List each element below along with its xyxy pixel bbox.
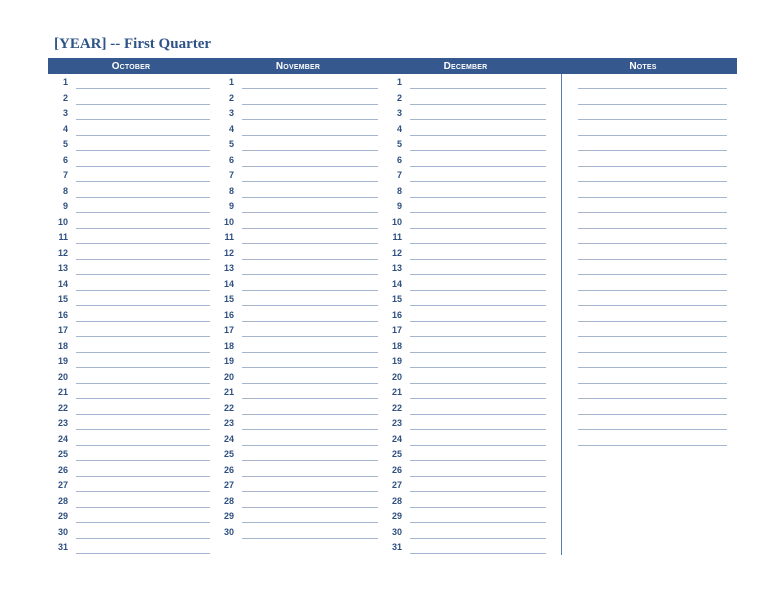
day-number: 6 bbox=[62, 154, 68, 165]
day-number: 3 bbox=[62, 108, 68, 118]
day-entry-line[interactable] bbox=[76, 507, 210, 508]
day-entry-line[interactable] bbox=[76, 414, 210, 415]
day-entry-line[interactable] bbox=[410, 398, 546, 399]
day-entry-line[interactable] bbox=[242, 414, 378, 415]
day-number: 21 bbox=[391, 387, 402, 397]
day-entry-line[interactable] bbox=[242, 429, 378, 430]
day-entry-line[interactable] bbox=[242, 104, 378, 105]
day-entry-line[interactable] bbox=[410, 166, 546, 167]
day-entry-line[interactable] bbox=[242, 88, 378, 89]
notes-entry-line[interactable] bbox=[578, 445, 727, 446]
day-number: 28 bbox=[391, 495, 402, 506]
day-number: 16 bbox=[223, 309, 234, 320]
day-entry-line[interactable] bbox=[76, 197, 210, 198]
day-number: 28 bbox=[57, 495, 68, 506]
day-entry-line[interactable] bbox=[242, 507, 378, 508]
day-entry-line[interactable] bbox=[410, 290, 546, 291]
day-entry-line[interactable] bbox=[76, 476, 210, 477]
day-number: 23 bbox=[223, 418, 234, 428]
day-entry-line[interactable] bbox=[76, 383, 210, 384]
day-entry-line[interactable] bbox=[410, 383, 546, 384]
day-entry-line[interactable] bbox=[410, 104, 546, 105]
day-number: 7 bbox=[62, 170, 68, 180]
column-header-december: December bbox=[443, 61, 488, 72]
day-entry-line[interactable] bbox=[76, 429, 210, 430]
day-number: 16 bbox=[57, 309, 68, 320]
day-number: 11 bbox=[58, 232, 68, 242]
day-number: 5 bbox=[396, 139, 402, 149]
day-entry-line[interactable] bbox=[242, 166, 378, 167]
notes-row bbox=[578, 400, 727, 416]
day-number: 19 bbox=[57, 356, 68, 366]
day-number: 15 bbox=[223, 294, 234, 304]
day-entry-line[interactable] bbox=[410, 212, 546, 213]
column-header-november: November bbox=[275, 61, 321, 72]
day-entry-line[interactable] bbox=[76, 290, 210, 291]
notes-row bbox=[578, 90, 727, 106]
notes-row bbox=[578, 198, 727, 214]
day-entry-line[interactable] bbox=[76, 228, 210, 229]
day-number: 27 bbox=[57, 480, 68, 490]
day-entry-line[interactable] bbox=[242, 445, 378, 446]
day-entry-line[interactable] bbox=[242, 336, 378, 337]
day-number: 4 bbox=[396, 123, 402, 134]
day-entry-line[interactable] bbox=[410, 305, 546, 306]
day-number: 21 bbox=[57, 387, 68, 397]
day-entry-line[interactable] bbox=[410, 150, 546, 151]
day-entry-line[interactable] bbox=[410, 119, 546, 120]
day-number: 8 bbox=[62, 185, 68, 196]
day-entry-line[interactable] bbox=[410, 197, 546, 198]
day-number: 24 bbox=[391, 433, 402, 444]
notes-row bbox=[578, 291, 727, 307]
day-entry-line[interactable] bbox=[242, 290, 378, 291]
day-number: 28 bbox=[223, 495, 234, 506]
day-entry-line[interactable] bbox=[76, 150, 210, 151]
day-number: 9 bbox=[228, 201, 234, 211]
day-entry-line[interactable] bbox=[410, 445, 546, 446]
notes-row bbox=[578, 121, 727, 137]
day-number: 24 bbox=[223, 433, 234, 444]
day-number: 11 bbox=[392, 232, 402, 242]
day-number: 12 bbox=[391, 247, 402, 258]
day-number: 18 bbox=[223, 340, 234, 351]
day-number: 13 bbox=[223, 263, 234, 273]
day-entry-line[interactable] bbox=[242, 491, 378, 492]
day-entry-line[interactable] bbox=[76, 305, 210, 306]
day-entry-line[interactable] bbox=[410, 274, 546, 275]
day-entry-line[interactable] bbox=[76, 181, 210, 182]
day-number: 27 bbox=[223, 480, 234, 490]
day-number: 14 bbox=[223, 278, 234, 289]
day-entry-line[interactable] bbox=[242, 305, 378, 306]
day-entry-line[interactable] bbox=[242, 243, 378, 244]
day-number: 12 bbox=[57, 247, 68, 258]
day-number: 10 bbox=[391, 216, 402, 227]
day-entry-line[interactable] bbox=[76, 135, 210, 136]
day-number: 15 bbox=[57, 294, 68, 304]
day-number: 25 bbox=[57, 449, 68, 459]
day-number: 8 bbox=[396, 185, 402, 196]
column-header-bar bbox=[48, 58, 737, 74]
day-entry-line[interactable] bbox=[242, 259, 378, 260]
notes-row bbox=[578, 229, 727, 245]
day-number: 3 bbox=[228, 108, 234, 118]
day-number: 2 bbox=[62, 92, 68, 103]
day-number: 19 bbox=[391, 356, 402, 366]
day-number: 24 bbox=[57, 433, 68, 444]
day-number: 4 bbox=[228, 123, 234, 134]
day-entry-line[interactable] bbox=[242, 398, 378, 399]
notes-row bbox=[578, 245, 727, 261]
day-number: 17 bbox=[223, 325, 234, 335]
notes-row bbox=[578, 431, 727, 447]
day-entry-line[interactable] bbox=[410, 476, 546, 477]
notes-row bbox=[578, 214, 727, 230]
notes-row bbox=[578, 260, 727, 276]
day-number: 18 bbox=[57, 340, 68, 351]
day-number: 26 bbox=[223, 464, 234, 475]
day-number: 6 bbox=[228, 154, 234, 165]
day-entry-line[interactable] bbox=[410, 414, 546, 415]
day-number: 5 bbox=[62, 139, 68, 149]
day-entry-line[interactable] bbox=[410, 538, 546, 539]
notes-row bbox=[578, 307, 727, 323]
day-number: 29 bbox=[57, 511, 68, 521]
day-entry-line[interactable] bbox=[242, 150, 378, 151]
day-entry-line[interactable] bbox=[242, 476, 378, 477]
day-entry-line[interactable] bbox=[410, 429, 546, 430]
notes-row bbox=[578, 415, 727, 431]
day-number: 1 bbox=[228, 77, 234, 87]
notes-row bbox=[578, 353, 727, 369]
notes-row bbox=[578, 167, 727, 183]
day-number: 26 bbox=[391, 464, 402, 475]
notes-divider bbox=[561, 74, 562, 555]
day-entry-line[interactable] bbox=[410, 243, 546, 244]
day-entry-line[interactable] bbox=[242, 212, 378, 213]
day-number: 31 bbox=[391, 542, 402, 552]
day-number: 22 bbox=[391, 402, 402, 413]
day-number: 30 bbox=[223, 526, 234, 537]
day-number: 13 bbox=[391, 263, 402, 273]
day-entry-line[interactable] bbox=[76, 119, 210, 120]
day-entry-line[interactable] bbox=[76, 460, 210, 461]
day-number: 3 bbox=[396, 108, 402, 118]
day-entry-line[interactable] bbox=[76, 274, 210, 275]
day-entry-line[interactable] bbox=[76, 522, 210, 523]
day-number: 22 bbox=[223, 402, 234, 413]
day-entry-line[interactable] bbox=[76, 88, 210, 89]
notes-row bbox=[578, 322, 727, 338]
day-entry-line[interactable] bbox=[76, 445, 210, 446]
day-number: 29 bbox=[223, 511, 234, 521]
day-number: 19 bbox=[223, 356, 234, 366]
day-number: 2 bbox=[228, 92, 234, 103]
day-number: 23 bbox=[391, 418, 402, 428]
day-number: 26 bbox=[57, 464, 68, 475]
day-entry-line[interactable] bbox=[410, 352, 546, 353]
notes-row bbox=[578, 276, 727, 292]
day-entry-line[interactable] bbox=[242, 119, 378, 120]
day-number: 27 bbox=[391, 480, 402, 490]
column-header-notes: Notes bbox=[629, 61, 657, 72]
day-entry-line[interactable] bbox=[242, 383, 378, 384]
day-entry-line[interactable] bbox=[242, 460, 378, 461]
day-entry-line[interactable] bbox=[410, 321, 546, 322]
day-entry-line[interactable] bbox=[76, 104, 210, 105]
day-number: 29 bbox=[391, 511, 402, 521]
day-number: 30 bbox=[391, 526, 402, 537]
day-number: 10 bbox=[57, 216, 68, 227]
day-number: 30 bbox=[57, 526, 68, 537]
notes-row bbox=[578, 152, 727, 168]
day-number: 17 bbox=[391, 325, 402, 335]
notes-row bbox=[578, 105, 727, 121]
day-entry-line[interactable] bbox=[410, 507, 546, 508]
day-number: 16 bbox=[391, 309, 402, 320]
day-entry-line[interactable] bbox=[410, 88, 546, 89]
day-number: 22 bbox=[57, 402, 68, 413]
page-title: [YEAR] -- First Quarter bbox=[54, 36, 212, 52]
day-number: 25 bbox=[391, 449, 402, 459]
day-entry-line[interactable] bbox=[410, 259, 546, 260]
day-number: 4 bbox=[62, 123, 68, 134]
day-number: 17 bbox=[57, 325, 68, 335]
day-entry-line[interactable] bbox=[76, 336, 210, 337]
notes-row bbox=[578, 369, 727, 385]
day-entry-line[interactable] bbox=[410, 367, 546, 368]
day-entry-line[interactable] bbox=[242, 321, 378, 322]
day-number: 14 bbox=[391, 278, 402, 289]
day-entry-line[interactable] bbox=[242, 181, 378, 182]
day-number: 10 bbox=[223, 216, 234, 227]
day-entry-line[interactable] bbox=[76, 491, 210, 492]
day-entry-line[interactable] bbox=[410, 228, 546, 229]
day-number: 18 bbox=[391, 340, 402, 351]
day-number: 14 bbox=[57, 278, 68, 289]
day-entry-line[interactable] bbox=[410, 522, 546, 523]
day-entry-line[interactable] bbox=[242, 538, 378, 539]
day-entry-line[interactable] bbox=[76, 243, 210, 244]
day-number: 20 bbox=[57, 371, 68, 382]
notes-row bbox=[578, 74, 727, 90]
day-number: 11 bbox=[224, 232, 234, 242]
day-number: 2 bbox=[396, 92, 402, 103]
day-number: 21 bbox=[223, 387, 234, 397]
day-entry-line[interactable] bbox=[76, 166, 210, 167]
day-number: 31 bbox=[57, 542, 68, 552]
notes-column bbox=[578, 74, 727, 446]
day-number: 15 bbox=[391, 294, 402, 304]
day-number: 20 bbox=[391, 371, 402, 382]
day-entry-line[interactable] bbox=[76, 367, 210, 368]
day-entry-line[interactable] bbox=[410, 181, 546, 182]
column-header-october: October bbox=[111, 61, 151, 72]
notes-row bbox=[578, 183, 727, 199]
notes-row bbox=[578, 338, 727, 354]
day-number: 8 bbox=[228, 185, 234, 196]
day-entry-line[interactable] bbox=[410, 135, 546, 136]
day-entry-line[interactable] bbox=[410, 460, 546, 461]
notes-row bbox=[578, 136, 727, 152]
day-number: 13 bbox=[57, 263, 68, 273]
day-number: 5 bbox=[228, 139, 234, 149]
day-entry-line[interactable] bbox=[410, 336, 546, 337]
day-entry-line[interactable] bbox=[410, 553, 546, 554]
day-number: 7 bbox=[228, 170, 234, 180]
day-entry-line[interactable] bbox=[76, 553, 210, 554]
day-number: 23 bbox=[57, 418, 68, 428]
day-entry-line[interactable] bbox=[242, 367, 378, 368]
day-number: 9 bbox=[62, 201, 68, 211]
notes-row bbox=[578, 384, 727, 400]
day-entry-line[interactable] bbox=[242, 135, 378, 136]
day-number: 25 bbox=[223, 449, 234, 459]
day-entry-line[interactable] bbox=[76, 398, 210, 399]
day-number: 12 bbox=[223, 247, 234, 258]
day-number: 1 bbox=[62, 77, 68, 87]
day-entry-line[interactable] bbox=[242, 197, 378, 198]
day-number: 1 bbox=[396, 77, 402, 87]
day-entry-line[interactable] bbox=[76, 538, 210, 539]
day-entry-line[interactable] bbox=[242, 228, 378, 229]
day-entry-line[interactable] bbox=[242, 522, 378, 523]
day-entry-line[interactable] bbox=[76, 212, 210, 213]
day-entry-line[interactable] bbox=[242, 274, 378, 275]
day-entry-line[interactable] bbox=[76, 321, 210, 322]
day-number: 7 bbox=[396, 170, 402, 180]
day-number: 6 bbox=[396, 154, 402, 165]
day-entry-line[interactable] bbox=[76, 352, 210, 353]
day-entry-line[interactable] bbox=[242, 352, 378, 353]
day-number: 20 bbox=[223, 371, 234, 382]
day-entry-line[interactable] bbox=[76, 259, 210, 260]
day-number: 9 bbox=[396, 201, 402, 211]
day-entry-line[interactable] bbox=[410, 491, 546, 492]
